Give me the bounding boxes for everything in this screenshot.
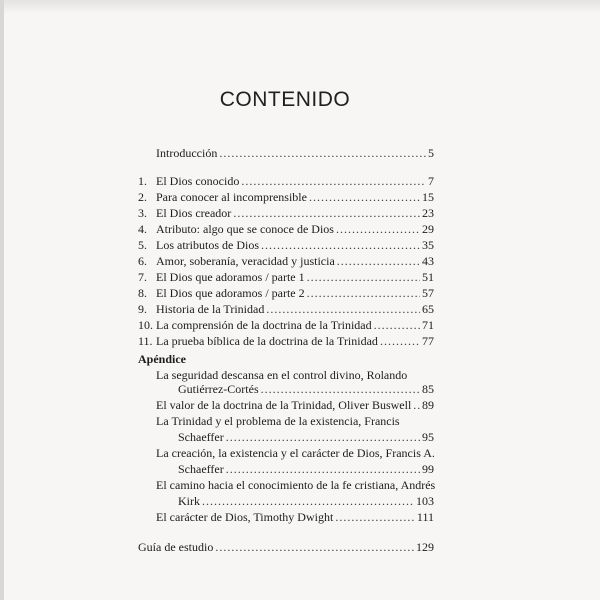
chapter-number: 8. [138,286,147,300]
toc-chapter-8 [138,286,434,300]
chapter-number: 4. [138,222,147,236]
chapter-number: 9. [138,302,147,316]
appendix-entry-5 [178,494,434,508]
appendix-entry-page: 111 [416,510,434,524]
chapter-number: 2. [138,190,147,204]
toc-chapter-3 [138,206,434,220]
toc-chapter-9 [138,302,434,316]
toc-chapter-5 [138,238,434,252]
dot-leader [241,174,426,188]
appendix-entry-6 [156,510,434,524]
appendix-entry-3-line1: La Trinidad y el problema de la existencia, Francis [156,414,400,428]
chapter-label: Para conocer al incomprensible [156,190,307,204]
toc-chapter-10 [138,318,434,332]
chapter-label: La comprensión de la doctrina de la Trinidad [156,318,372,332]
chapter-label: La prueba bíblica de la doctrina de la Trinidad [156,334,378,348]
toc-entry-study-guide [138,540,434,554]
dot-leader [226,462,420,476]
appendix-entry-label: Schaeffer [178,430,224,444]
dot-leader [413,398,420,412]
dot-leader [307,286,420,300]
chapter-label: El Dios que adoramos / parte 1 [156,270,305,284]
chapter-page: 15 [422,190,434,204]
dot-leader [309,190,420,204]
appendix-entry-3 [178,430,434,444]
toc-entry-intro [156,146,434,160]
chapter-number: 7. [138,270,147,284]
toc-chapter-11 [138,334,434,348]
dot-leader [380,334,420,348]
chapter-number: 5. [138,238,147,252]
dot-leader [219,146,426,160]
chapter-number: 11. [138,334,153,348]
appendix-entry-label: Schaeffer [178,462,224,476]
toc-chapter-7 [138,270,434,284]
chapter-label: Amor, soberanía, veracidad y justicia [156,254,335,268]
dot-leader [335,510,415,524]
toc-chapter-6 [138,254,434,268]
appendix-heading: Apéndice [138,352,186,366]
appendix-entry-4-line1: La creación, la existencia y el carácter de Dios, Francis A. [156,446,435,460]
toc-entry-label: Guía de estudio [138,540,214,554]
chapter-number: 10. [138,318,153,332]
page-title: CONTENIDO [219,88,351,111]
chapter-page: 35 [422,238,434,252]
toc-entry-page: 129 [416,540,434,554]
dot-leader [336,222,420,236]
chapter-label: Los atributos de Dios [156,238,259,252]
dot-leader [226,430,420,444]
chapter-page: 57 [422,286,434,300]
chapter-page: 65 [422,302,434,316]
dot-leader [266,302,420,316]
appendix-entry-1-line1: La seguridad descansa en el control divino, Rolando [156,368,408,382]
toc-chapter-1 [138,174,434,188]
appendix-entry-1 [178,382,434,396]
toc-entry-label: Introducción [156,146,218,160]
appendix-entry-label: Gutiérrez-Cortés [178,382,259,396]
dot-leader [233,206,420,220]
chapter-label: El Dios conocido [156,174,240,188]
appendix-entry-label: Kirk [178,494,200,508]
chapter-page: 71 [422,318,434,332]
chapter-label: El Dios que adoramos / parte 2 [156,286,305,300]
chapter-number: 6. [138,254,147,268]
dot-leader [307,270,420,284]
chapter-label: Historia de la Trinidad [156,302,265,316]
page-top-edge [0,0,600,14]
appendix-entry-4 [178,462,434,476]
appendix-entry-page: 85 [422,382,434,396]
toc-chapter-4 [138,222,434,236]
appendix-entry-page: 103 [416,494,434,508]
appendix-entry-2 [156,398,434,412]
dot-leader [374,318,420,332]
chapter-page: 43 [422,254,434,268]
chapter-label: Atributo: algo que se conoce de Dios [156,222,334,236]
dot-leader [202,494,414,508]
chapter-number: 1. [138,174,147,188]
appendix-entry-page: 89 [422,398,434,412]
chapter-page: 77 [422,334,434,348]
chapter-page: 51 [422,270,434,284]
dot-leader [337,254,420,268]
appendix-entry-5-line1: El camino hacia el conocimiento de la fe cristiana, Andrés [156,478,436,492]
appendix-entry-label: El valor de la doctrina de la Trinidad, Oliver Buswell [156,398,412,412]
dot-leader [261,382,420,396]
dot-leader [215,540,414,554]
chapter-page: 23 [422,206,434,220]
chapter-number: 3. [138,206,147,220]
chapter-page: 7 [428,174,434,188]
toc-entry-page: 5 [428,146,434,160]
appendix-entry-label: El carácter de Dios, Timothy Dwight [156,510,334,524]
appendix-entry-page: 95 [422,430,434,444]
chapter-page: 29 [422,222,434,236]
appendix-entry-page: 99 [422,462,434,476]
dot-leader [261,238,420,252]
toc-chapter-2 [138,190,434,204]
chapter-label: El Dios creador [156,206,232,220]
